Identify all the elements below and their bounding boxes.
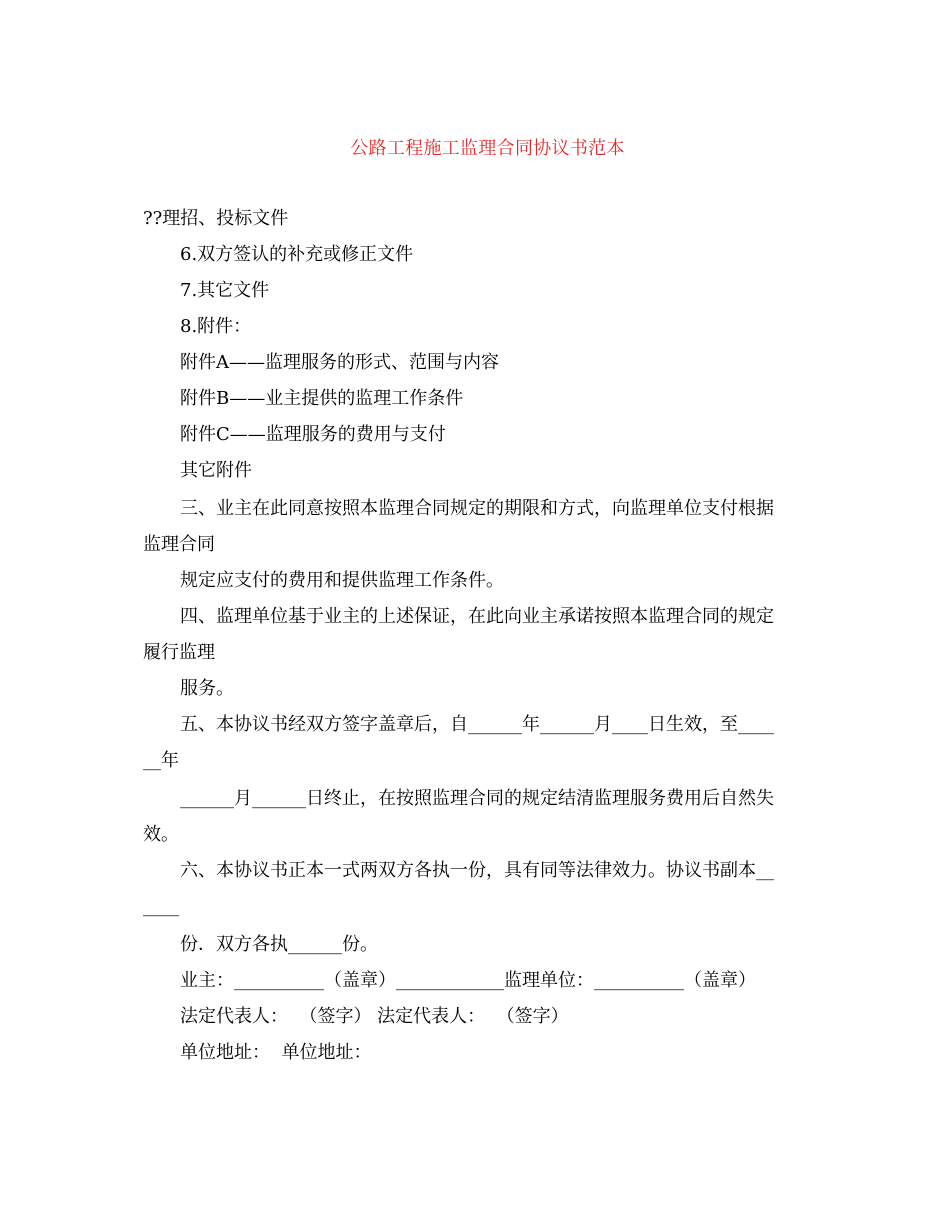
- text-line-clause-4-cont: 服务。: [180, 678, 234, 699]
- text-line-clause-3-cont: 规定应支付的费用和提供监理工作条件。: [180, 570, 504, 591]
- text-line-clause-5-cont: ______月______日终止，在按照监理合同的规定结清监理服务费用后自然失: [180, 788, 774, 809]
- text-line-clause-5-wrap-2: 效。: [143, 824, 179, 845]
- text-line-clause-3-wrap: 监理合同: [143, 534, 215, 555]
- document-title: 公路工程施工监理合同协议书范本: [350, 138, 625, 159]
- text-line-annex-b: 附件B——业主提供的监理工作条件: [180, 388, 464, 409]
- text-line-other-annex: 其它附件: [180, 460, 252, 481]
- text-line-item-6: 6.双方签认的补充或修正文件: [180, 244, 414, 265]
- text-line-legal-representatives: 法定代表人： （签字） 法定代表人： （签字）: [180, 1006, 569, 1027]
- text-line-clause-6-cont: 份．双方各执______份。: [180, 934, 378, 955]
- text-line-tender-docs: ??理招、投标文件: [143, 208, 289, 229]
- text-line-clause-6: 六、本协议书正本一式两双方各执一份，具有同等法律效力。协议书副本__: [180, 860, 774, 881]
- text-line-signature-parties: 业主：__________（盖章）____________监理单位：__________（盖章）: [180, 970, 756, 991]
- text-line-clause-4-wrap: 履行监理: [143, 642, 215, 663]
- text-line-clause-5-wrap: __年: [143, 750, 179, 771]
- text-line-clause-4: 四、监理单位基于业主的上述保证，在此向业主承诺按照本监理合同的规定: [180, 606, 774, 627]
- text-line-item-8: 8.附件：: [180, 316, 252, 337]
- text-line-annex-c: 附件C——监理服务的费用与支付: [180, 424, 446, 445]
- text-line-annex-a: 附件A——监理服务的形式、范围与内容: [180, 352, 499, 373]
- text-line-item-7: 7.其它文件: [180, 280, 270, 301]
- text-line-clause-6-wrap: ____: [143, 896, 179, 917]
- text-line-clause-5: 五、本协议书经双方签字盖章后，自______年______月____日生效，至____: [180, 714, 774, 735]
- text-line-clause-3: 三、业主在此同意按照本监理合同规定的期限和方式，向监理单位支付根据: [180, 498, 774, 519]
- text-line-addresses: 单位地址： 单位地址：: [180, 1042, 372, 1063]
